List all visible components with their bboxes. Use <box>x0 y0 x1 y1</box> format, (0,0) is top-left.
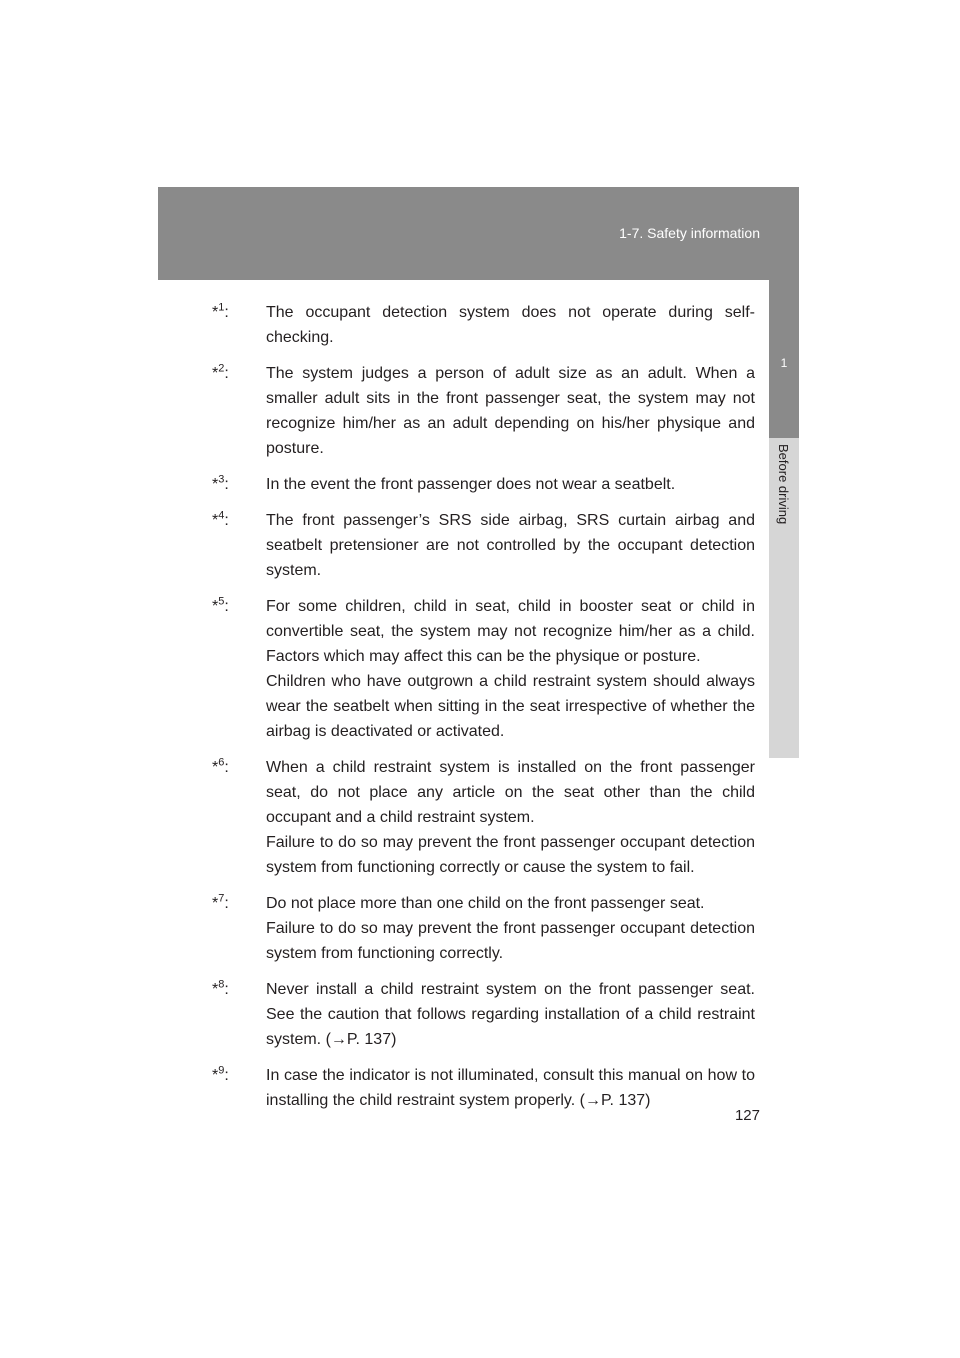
footnote-colon: : <box>224 598 229 615</box>
footnote-star: * <box>212 365 219 382</box>
footnote-paragraph: For some children, child in seat, child in booster seat or child in convertible seat, the system may not recognize him/her as a child. Factors which may affect this can be the physique or posture. <box>266 598 755 665</box>
footnote-body <box>266 472 755 497</box>
footnote-marker <box>212 508 266 583</box>
footnote-marker <box>212 472 266 497</box>
section-header-bar <box>158 187 799 280</box>
footnote-colon: : <box>224 512 229 529</box>
footnote-marker <box>212 594 266 744</box>
footnote-paragraph: In case the indicator is not illuminated, consult this manual on how to installing the child restraint system properly. (→P. 137) <box>266 1067 755 1109</box>
footnote-colon: : <box>224 1067 229 1084</box>
footnote-item <box>212 361 755 461</box>
footnote-item <box>212 594 755 744</box>
footnote-marker <box>212 755 266 880</box>
footnote-number: 3 <box>218 473 225 486</box>
footnote-colon: : <box>224 476 229 493</box>
footnote-number: 4 <box>218 509 225 522</box>
footnote-item <box>212 300 755 350</box>
page-number: 127 <box>734 1107 760 1124</box>
footnote-marker <box>212 891 266 966</box>
footnote-paragraph: Do not place more than one child on the front passenger seat. <box>266 895 705 912</box>
chapter-tab-label-area <box>769 438 799 758</box>
footnote-number: 9 <box>218 1064 225 1077</box>
footnote-paragraph: Failure to do so may prevent the front passenger occupant detection system from functioning correctly. <box>266 920 755 962</box>
footnote-paragraph: Failure to do so may prevent the front passenger occupant detection system from functioning correctly or cause the system to fail. <box>266 834 755 876</box>
footnote-star: * <box>212 512 219 529</box>
footnote-body <box>266 1063 755 1113</box>
footnote-number: 2 <box>218 362 225 375</box>
footnote-marker <box>212 1063 266 1113</box>
footnote-paragraph: The front passenger’s SRS side airbag, SRS curtain airbag and seatbelt pretensioner are not controlled by the occupant detection system. <box>266 512 755 579</box>
footnote-star: * <box>212 895 219 912</box>
footnote-paragraph: In the event the front passenger does not wear a seatbelt. <box>266 476 676 493</box>
footnote-star: * <box>212 476 219 493</box>
footnote-paragraph: The system judges a person of adult size as an adult. When a smaller adult sits in the front passenger seat, the system may not recognize him/her as an adult depending on his/her physique and posture. <box>266 365 755 457</box>
footnote-marker <box>212 361 266 461</box>
footnote-body <box>266 977 755 1052</box>
footnote-body <box>266 300 755 350</box>
chapter-title: Before driving <box>776 444 791 525</box>
footnote-colon: : <box>224 304 229 321</box>
footnote-item <box>212 508 755 583</box>
footnote-colon: : <box>224 759 229 776</box>
footnote-colon: : <box>224 365 229 382</box>
chapter-tab <box>769 280 799 438</box>
footnote-body <box>266 594 755 744</box>
footnote-paragraph: Children who have outgrown a child restraint system should always wear the seatbelt when sitting in the seat irrespective of whether the airbag is deactivated or activated. <box>266 673 755 740</box>
footnote-number: 1 <box>218 301 225 314</box>
footnote-item <box>212 891 755 966</box>
footnote-star: * <box>212 304 219 321</box>
footnote-colon: : <box>224 981 229 998</box>
footnote-body <box>266 361 755 461</box>
footnote-number: 6 <box>218 756 225 769</box>
footnote-number: 5 <box>218 595 225 608</box>
footnote-marker <box>212 977 266 1052</box>
footnote-star: * <box>212 981 219 998</box>
chapter-number: 1 <box>780 356 788 370</box>
footnote-number: 8 <box>218 978 225 991</box>
footnote-star: * <box>212 1067 219 1084</box>
footnote-body <box>266 755 755 880</box>
footnote-body <box>266 508 755 583</box>
footnote-item <box>212 472 755 497</box>
footnote-body <box>266 891 755 966</box>
footnote-item <box>212 1063 755 1113</box>
footnote-list <box>212 300 755 1124</box>
footnote-number: 7 <box>218 892 225 905</box>
footnote-paragraph: Never install a child restraint system on the front passenger seat. See the caution that follows regarding installation of a child restraint system. (→P. 137) <box>266 981 755 1048</box>
footnote-star: * <box>212 759 219 776</box>
footnote-item <box>212 755 755 880</box>
footnote-star: * <box>212 598 219 615</box>
footnote-colon: : <box>224 895 229 912</box>
footnote-item <box>212 977 755 1052</box>
footnote-marker <box>212 300 266 350</box>
footnote-paragraph: The occupant detection system does not operate during self-checking. <box>266 304 755 346</box>
section-title: 1-7. Safety information <box>619 225 760 241</box>
footnote-paragraph: When a child restraint system is installed on the front passenger seat, do not place any article on the seat other than the child occupant and a child restraint system. <box>266 759 755 826</box>
